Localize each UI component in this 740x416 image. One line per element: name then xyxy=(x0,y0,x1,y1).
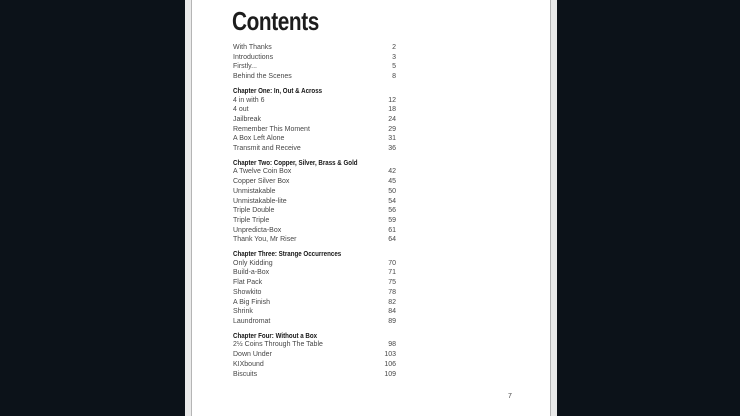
toc-row xyxy=(233,268,396,278)
toc-entry-label: Remember This Moment xyxy=(233,125,310,133)
page-right-edge xyxy=(550,0,557,416)
toc-entry-label: With Thanks xyxy=(233,44,272,51)
chapter-header: Chapter One: In, Out & Across xyxy=(233,85,323,95)
toc-entry-label: Jailbreak xyxy=(233,115,262,123)
toc-entry-page: 59 xyxy=(388,216,396,224)
toc-entry-page: 75 xyxy=(388,279,396,287)
toc-row xyxy=(233,350,396,360)
toc-row xyxy=(233,96,396,106)
toc-row xyxy=(233,72,396,82)
toc-entry-page: 31 xyxy=(388,135,396,143)
toc-entry-label: Build-a-Box xyxy=(233,269,270,277)
toc-entry-page: 18 xyxy=(388,106,396,114)
toc-entry-label: Triple Triple xyxy=(233,216,270,224)
toc-entry-label: 4 out xyxy=(233,106,249,114)
toc-section xyxy=(233,86,396,154)
toc-entry-page: 61 xyxy=(388,226,396,234)
toc-entry-label: 2½ Coins Through The Table xyxy=(233,341,323,349)
toc-list xyxy=(233,43,396,379)
toc-entry-label: Transmit and Receive xyxy=(233,145,301,153)
toc-row xyxy=(233,259,396,269)
toc-entry-page: 71 xyxy=(388,269,396,277)
toc-entry-label: Thank You, Mr Riser xyxy=(233,236,297,244)
toc-row xyxy=(233,235,396,245)
toc-section xyxy=(233,249,396,327)
toc-entry-page: 8 xyxy=(392,73,396,81)
chapter-header: Chapter Three: Strange Occurrences xyxy=(233,249,342,259)
toc-row xyxy=(233,216,396,226)
toc-row xyxy=(233,43,396,53)
toc-row xyxy=(233,177,396,187)
toc-entry-page: 29 xyxy=(388,125,396,133)
toc-entry-page: 45 xyxy=(388,178,396,186)
toc-row xyxy=(233,317,396,327)
toc-entry-label: Laundromat xyxy=(233,317,271,325)
toc-entry-page: 82 xyxy=(388,298,396,306)
toc-entry-label: Shrink xyxy=(233,308,253,316)
toc-entry-page: 56 xyxy=(388,207,396,215)
toc-row xyxy=(233,197,396,207)
chapter-header: Chapter Four: Without a Box xyxy=(233,330,318,340)
chapter-header: Chapter Two: Copper, Silver, Brass & Gold xyxy=(233,157,358,167)
toc-row xyxy=(233,288,396,298)
toc-entry-page: 106 xyxy=(384,360,396,368)
page-left-edge xyxy=(185,0,192,416)
contents-title: Contents xyxy=(232,6,319,36)
toc-entry-page: 54 xyxy=(388,197,396,205)
toc-entry-label: Showkito xyxy=(233,288,262,296)
folio-page-number: 7 xyxy=(508,393,512,400)
toc-entry-page: 89 xyxy=(388,317,396,325)
toc-entry-page: 5 xyxy=(392,63,396,71)
toc-row xyxy=(233,115,396,125)
toc-entry-label: Biscuits xyxy=(233,370,258,378)
toc-entry-label: Only Kidding xyxy=(233,259,273,267)
toc-entry-page: 50 xyxy=(388,187,396,195)
toc-entry-label: Down Under xyxy=(233,351,272,359)
toc-entry-page: 103 xyxy=(384,351,396,359)
toc-row xyxy=(233,298,396,308)
toc-entry-page: 98 xyxy=(388,341,396,349)
toc-entry-label: A Box Left Alone xyxy=(233,135,285,143)
toc-entry-label: Flat Pack xyxy=(233,279,263,287)
toc-entry-label: Unpredicta-Box xyxy=(233,226,282,234)
toc-entry-page: 78 xyxy=(388,288,396,296)
toc-entry-label: A Big Finish xyxy=(233,298,270,306)
toc-row xyxy=(233,278,396,288)
toc-entry-label: Copper Silver Box xyxy=(233,178,290,186)
toc-row xyxy=(233,62,396,72)
toc-row xyxy=(233,134,396,144)
toc-row xyxy=(233,105,396,115)
toc-row xyxy=(233,206,396,216)
toc-entry-page: 70 xyxy=(388,259,396,267)
toc-entry-label: Behind the Scenes xyxy=(233,73,292,81)
toc-section xyxy=(233,158,396,245)
toc-entry-label: 4 in with 6 xyxy=(233,96,265,104)
toc-entry-label: Unmistakable-lite xyxy=(233,197,287,205)
toc-entry-page: 42 xyxy=(388,168,396,176)
toc-row xyxy=(233,340,396,350)
toc-row xyxy=(233,167,396,177)
toc-row xyxy=(233,226,396,236)
toc-entry-page: 109 xyxy=(384,370,396,378)
toc-entry-label: KIXbound xyxy=(233,360,264,368)
toc-entry-label: Triple Double xyxy=(233,207,275,215)
toc-entry-page: 12 xyxy=(388,96,396,104)
toc-row xyxy=(233,187,396,197)
toc-entry-label: Unmistakable xyxy=(233,187,276,195)
toc-section xyxy=(233,43,396,82)
toc-row xyxy=(233,370,396,380)
toc-entry-label: A Twelve Coin Box xyxy=(233,168,292,176)
toc-entry-label: Firstly... xyxy=(233,63,257,71)
toc-entry-label: Introductions xyxy=(233,53,274,61)
toc-entry-page: 36 xyxy=(388,145,396,153)
toc-row xyxy=(233,307,396,317)
toc-row xyxy=(233,53,396,63)
toc-entry-page: 64 xyxy=(388,236,396,244)
toc-row xyxy=(233,360,396,370)
toc-section xyxy=(233,331,396,380)
toc-row xyxy=(233,125,396,135)
toc-entry-page: 2 xyxy=(392,44,396,51)
toc-entry-page: 3 xyxy=(392,53,396,61)
toc-entry-page: 24 xyxy=(388,115,396,123)
toc-entry-page: 84 xyxy=(388,308,396,316)
book-page xyxy=(185,0,557,416)
toc-row xyxy=(233,144,396,154)
page-inner xyxy=(192,0,550,416)
